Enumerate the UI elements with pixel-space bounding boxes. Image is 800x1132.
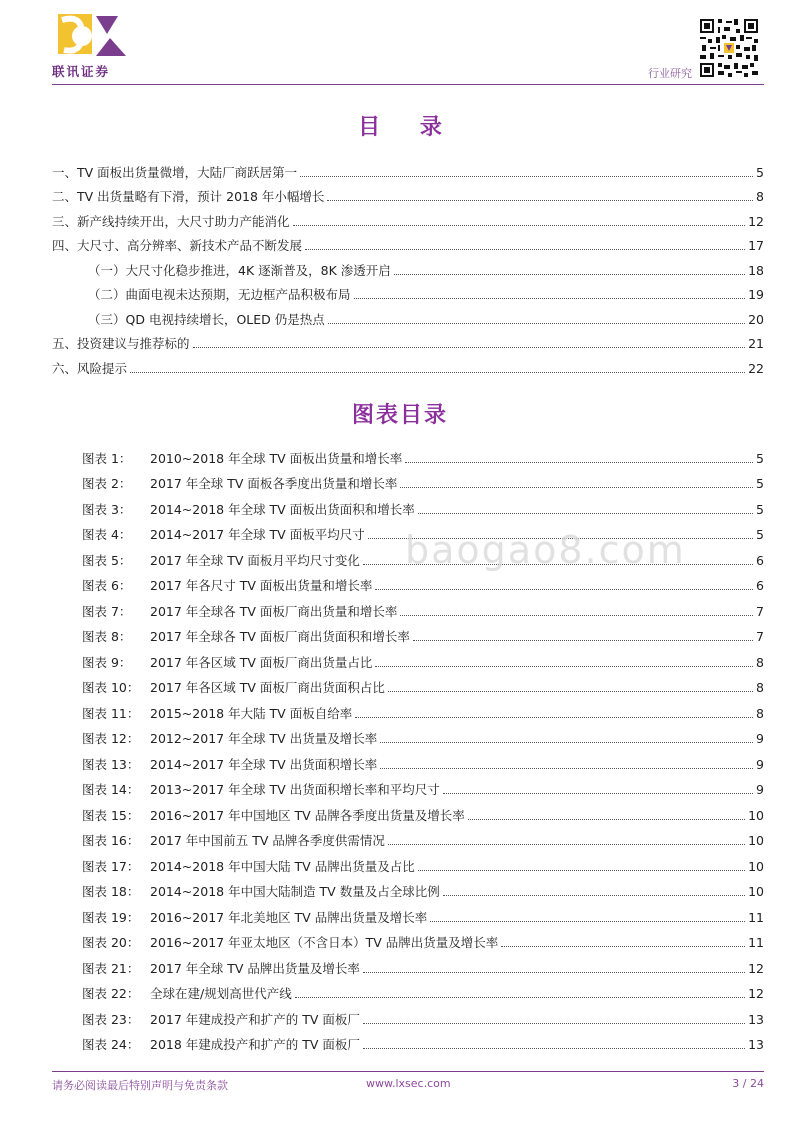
toc-item-label: 二、TV 出货量略有下滑，预计 2018 年小幅增长 [52,189,325,204]
figure-page: 8 [756,654,764,670]
figure-number: 图表 6： [82,578,132,593]
figure-leader [418,869,745,871]
figure-number: 图表 5： [82,552,132,568]
figure-leader [405,461,753,463]
figure-label: 2017 年全球 TV 品牌出货量及增长率 [150,960,360,976]
figure-leader [413,639,753,641]
figure-item[interactable] [82,875,764,901]
figure-number: 图表 8： [82,629,132,644]
figure-page: 10 [748,858,764,874]
figure-item[interactable] [82,441,764,467]
toc-subitem[interactable] [52,254,764,279]
figure-item[interactable] [82,951,764,977]
figure-label: 2018 年建成投产和扩产的 TV 面板厂 [150,1037,360,1052]
footer-divider [52,1071,764,1072]
figure-page: 12 [748,960,764,976]
figure-page: 10 [748,833,764,848]
figure-label: 2016~2017 年亚太地区（不含日本）TV 品牌出货量及增长率 [150,935,499,950]
figure-leader [430,920,745,922]
toc-leader [327,199,753,201]
figure-item[interactable] [82,671,764,697]
toc-list [52,156,764,377]
figure-label: 2013~2017 年全球 TV 出货面积增长率和平均尺寸 [150,782,440,797]
figure-label: 2014~2018 年中国大陆 TV 品牌出货量及占比 [150,858,415,874]
figure-number: 图表 13： [82,756,140,772]
toc-item[interactable] [52,156,764,181]
toc-item-page: 18 [748,262,764,278]
figure-leader [295,996,745,998]
figure-item[interactable] [82,926,764,952]
toc-item-label: （三）QD 电视持续增长，OLED 仍是热点 [88,311,325,327]
figure-item[interactable] [82,467,764,493]
figure-item[interactable] [82,747,764,773]
figure-number: 图表 14： [82,782,140,797]
toc-leader [305,248,745,250]
figure-number: 图表 12： [82,731,140,746]
figure-page: 5 [756,450,764,466]
toc-item[interactable] [52,181,764,206]
figure-leader [375,665,753,667]
figure-label: 2017 年全球 TV 面板月平均尺寸变化 [150,552,360,568]
toc-leader [193,346,746,348]
figure-number: 图表 15： [82,807,140,823]
figure-number: 图表 22： [82,986,140,1001]
figure-number: 图表 7： [82,603,132,619]
figure-label: 2014~2017 年全球 TV 出货面积增长率 [150,756,378,772]
figure-item[interactable] [82,620,764,646]
figure-label: 2014~2018 年全球 TV 面板出货面积和增长率 [150,501,415,517]
company-logo [52,12,132,82]
figure-number: 图表 11： [82,705,140,721]
figure-page: 9 [756,756,764,772]
toc-item-page: 22 [748,360,764,376]
figure-number: 图表 4： [82,527,132,542]
toc-item[interactable] [52,352,764,377]
toc-item-label: 六、风险提示 [52,360,128,376]
figure-number: 图表 1： [82,450,132,466]
toc-item[interactable] [52,230,764,255]
figure-number: 图表 23： [82,1011,140,1027]
figure-leader [400,614,753,616]
toc-leader [328,322,745,324]
figure-page: 5 [756,527,764,542]
figures-title: 图表目录 [351,402,448,428]
figure-leader [468,818,745,820]
figure-item[interactable] [82,900,764,926]
figure-number: 图表 2： [82,476,132,491]
toc-leader [300,175,753,177]
toc-item-label: （一）大尺寸化稳步推进，4K 逐渐普及，8K 渗透开启 [88,262,391,278]
figure-leader [501,945,745,947]
figure-item[interactable] [82,1002,764,1028]
figure-label: 2014~2017 年全球 TV 面板平均尺寸 [150,527,365,542]
toc-item-label: 三、新产线持续开出，大尺寸助力产能消化 [52,213,290,229]
figure-leader [375,588,753,590]
figure-page: 8 [756,680,764,695]
figure-number: 图表 3： [82,501,132,517]
figure-number: 图表 19： [82,909,140,925]
figure-item[interactable] [82,722,764,748]
figure-leader [418,512,753,514]
figure-item[interactable] [82,773,764,799]
toc-item-page: 5 [756,164,764,180]
toc-leader [293,224,746,226]
figure-leader [380,741,753,743]
figure-page: 5 [756,501,764,517]
department-label: 行业研究 [648,67,692,80]
figure-label: 2016~2017 年中国地区 TV 品牌各季度出货量及增长率 [150,807,465,823]
figure-page: 7 [756,603,764,619]
toc-item-label: 一、TV 面板出货量微增，大陆厂商跃居第一 [52,164,298,180]
toc-subitem[interactable] [52,279,764,304]
toc-item[interactable] [52,328,764,353]
figure-item[interactable] [82,798,764,824]
figure-label: 全球在建/规划高世代产线 [150,986,292,1001]
figure-leader [363,1022,745,1024]
header-divider [52,84,764,85]
figure-page: 10 [748,884,764,899]
figure-label: 2017 年各区域 TV 面板厂商出货面积占比 [150,680,385,695]
figure-page: 5 [756,476,764,491]
figure-item[interactable] [82,1028,764,1054]
figure-label: 2015~2018 年大陆 TV 面板自给率 [150,705,353,721]
footer-page-number: 3 / 24 [732,1077,764,1090]
figure-item[interactable] [82,977,764,1003]
footer-website-link[interactable]: www.lxsec.com [366,1077,451,1090]
figure-page: 7 [756,629,764,644]
figure-number: 图表 18： [82,884,140,899]
figure-label: 2017 年全球各 TV 面板厂商出货量和增长率 [150,603,398,619]
toc-subitem[interactable] [52,303,764,328]
figure-leader [388,843,745,845]
figure-label: 2017 年建成投产和扩产的 TV 面板厂 [150,1011,360,1027]
figure-label: 2017 年中国前五 TV 品牌各季度供需情况 [150,833,385,848]
figure-label: 2017 年各尺寸 TV 面板出货量和增长率 [150,578,373,593]
toc-leader [394,273,745,275]
figure-label: 2017 年各区域 TV 面板厂商出货量占比 [150,654,373,670]
figure-leader [388,690,753,692]
figure-leader [400,486,753,488]
toc-item-label: （二）曲面电视未达预期，无边框产品积极布局 [88,287,351,302]
toc-item-page: 20 [748,311,764,327]
toc-item-label: 四、大尺寸、高分辨率、新技术产品不断发展 [52,238,303,253]
figure-leader [443,894,745,896]
figure-page: 6 [756,552,764,568]
logo-text: 联讯证券 [52,64,111,79]
toc-leader [130,371,745,373]
figure-page: 13 [748,1037,764,1052]
figure-page: 10 [748,807,764,823]
figure-item[interactable] [82,824,764,850]
figure-number: 图表 17： [82,858,140,874]
figure-page: 11 [748,935,764,950]
figure-item[interactable] [82,569,764,595]
figure-label: 2017 年全球 TV 面板各季度出货量和增长率 [150,476,398,491]
figure-label: 2010~2018 年全球 TV 面板出货量和增长率 [150,450,403,466]
figure-item[interactable] [82,645,764,671]
logo-mark-icon [52,12,132,62]
figure-item[interactable] [82,849,764,875]
figure-number: 图表 9： [82,654,132,670]
figure-item[interactable] [82,492,764,518]
figure-label: 2017 年全球各 TV 面板厂商出货面积和增长率 [150,629,410,644]
figure-label: 2016~2017 年北美地区 TV 品牌出货量及增长率 [150,909,428,925]
figure-number: 图表 21： [82,960,140,976]
toc-leader [354,297,746,299]
toc-title: 目 录 [358,114,458,140]
figure-page: 9 [756,782,764,797]
figure-number: 图表 24： [82,1037,140,1052]
toc-item-page: 21 [748,336,764,351]
toc-item-page: 8 [756,189,764,204]
figure-page: 12 [748,986,764,1001]
figure-page: 8 [756,705,764,721]
figure-item[interactable] [82,594,764,620]
figure-label: 2012~2017 年全球 TV 出货量及增长率 [150,731,378,746]
figure-item[interactable] [82,696,764,722]
figure-number: 图表 20： [82,935,140,950]
figure-page: 6 [756,578,764,593]
toc-item-page: 17 [748,238,764,253]
watermark: baogao8.com [405,528,686,572]
toc-item-page: 12 [748,213,764,229]
figure-number: 图表 10： [82,680,140,695]
figure-page: 13 [748,1011,764,1027]
figure-number: 图表 16： [82,833,140,848]
toc-item[interactable] [52,205,764,230]
figure-page: 9 [756,731,764,746]
footer-disclaimer: 请务必阅读最后特别声明与免责条款 [52,1079,228,1092]
figure-leader [380,767,753,769]
figure-label: 2014~2018 年中国大陆制造 TV 数量及占全球比例 [150,884,440,899]
toc-item-label: 五、投资建议与推荐标的 [52,336,190,351]
figure-leader [363,1047,745,1049]
figure-leader [363,971,745,973]
figure-leader [443,792,753,794]
figure-leader [355,716,753,718]
figure-page: 11 [748,909,764,925]
qr-code-icon [698,17,760,79]
toc-item-page: 19 [748,287,764,302]
